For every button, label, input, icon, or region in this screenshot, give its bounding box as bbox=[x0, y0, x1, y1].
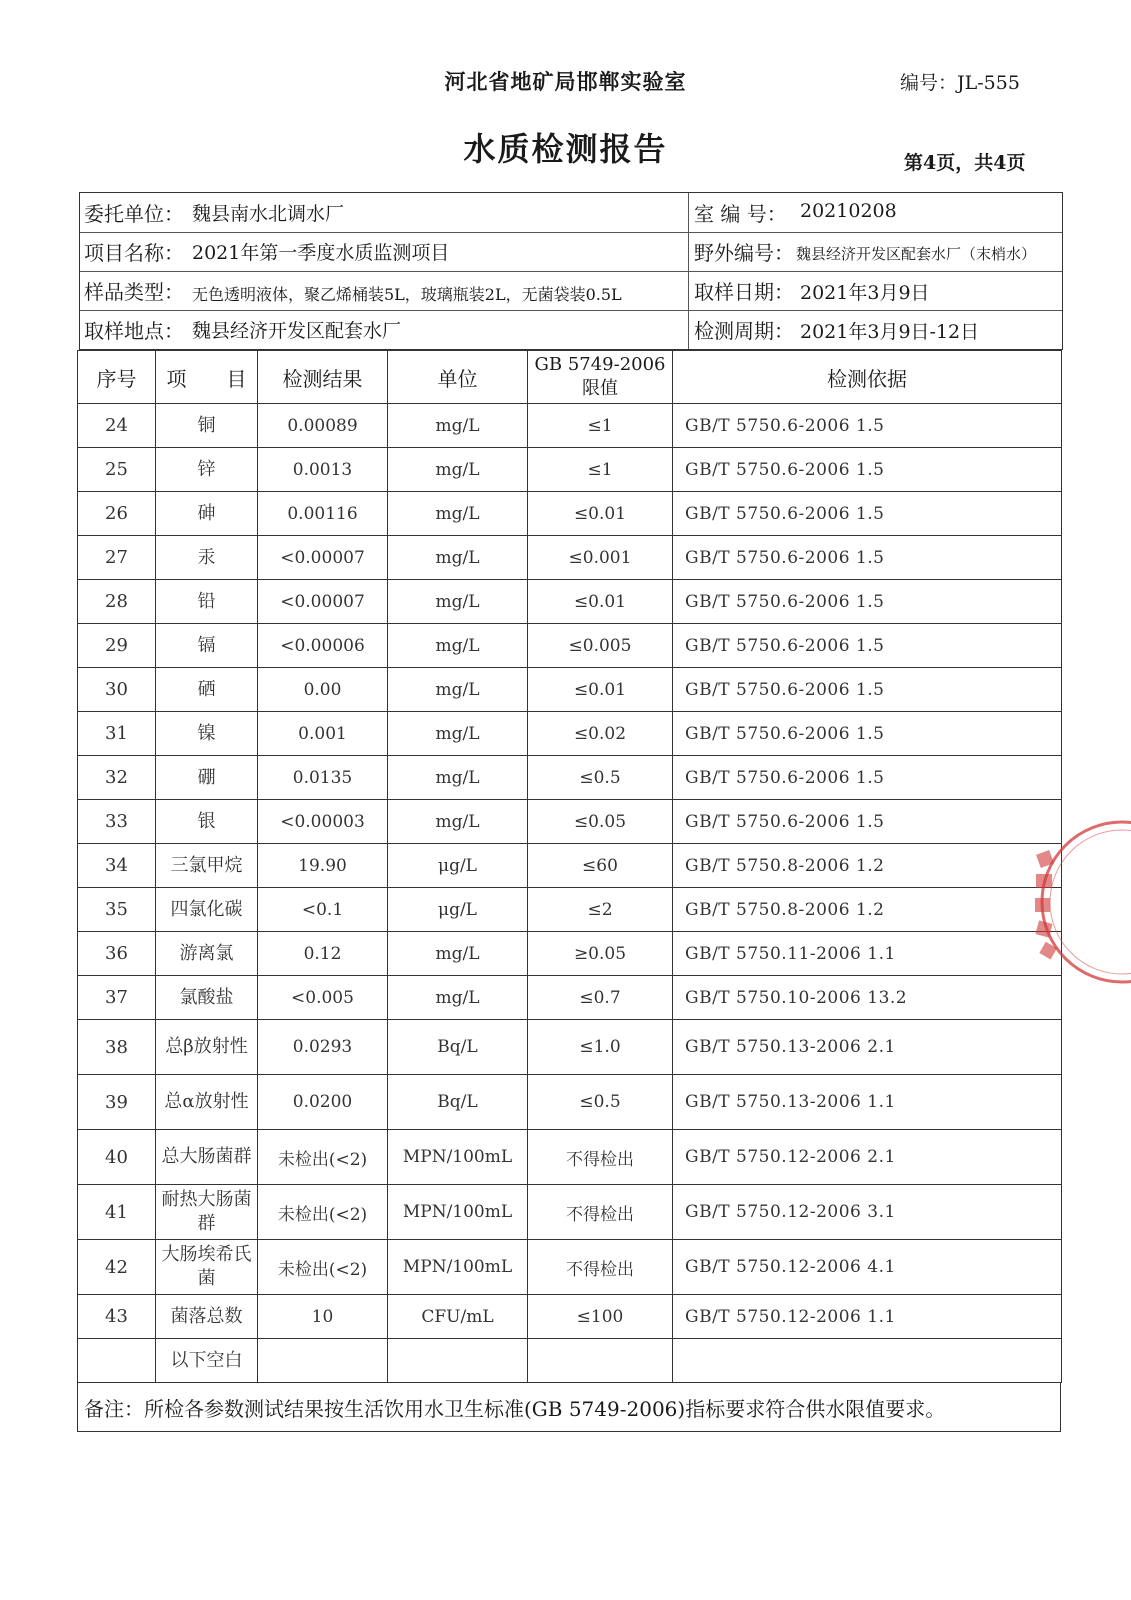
remark-box bbox=[77, 1383, 1061, 1432]
basis-cell: GB/T 5750.12-2006 2.1 bbox=[673, 1130, 1062, 1185]
unit-cell: MPN/100mL bbox=[388, 1185, 528, 1240]
limit-cell: ≤0.7 bbox=[528, 976, 673, 1020]
table-row bbox=[78, 800, 1062, 844]
divider bbox=[688, 310, 689, 349]
result-cell: <0.1 bbox=[258, 888, 388, 932]
seq-cell: 29 bbox=[78, 624, 156, 668]
sample-info-box bbox=[79, 192, 1063, 350]
basis-cell: GB/T 5750.12-2006 3.1 bbox=[673, 1185, 1062, 1240]
table-row bbox=[78, 756, 1062, 800]
limit-cell: 不得检出 bbox=[528, 1130, 673, 1185]
item-cell: 四氯化碳 bbox=[156, 888, 258, 932]
seq-cell: 32 bbox=[78, 756, 156, 800]
item-cell: 耐热大肠菌群 bbox=[156, 1185, 258, 1240]
basis-cell: GB/T 5750.6-2006 1.5 bbox=[673, 492, 1062, 536]
limit-cell: ≤0.01 bbox=[528, 580, 673, 624]
unit-cell: mg/L bbox=[388, 624, 528, 668]
item-cell: 砷 bbox=[156, 492, 258, 536]
divider bbox=[688, 193, 689, 232]
empty-cell bbox=[528, 1339, 673, 1383]
table-row bbox=[78, 844, 1062, 888]
seq-cell: 26 bbox=[78, 492, 156, 536]
result-cell: 0.0013 bbox=[258, 448, 388, 492]
limit-cell: 不得检出 bbox=[528, 1240, 673, 1295]
limit-cell: 不得检出 bbox=[528, 1185, 673, 1240]
header-item: 项 目 bbox=[156, 351, 258, 404]
project-label: 项目名称： bbox=[84, 241, 184, 265]
table-row bbox=[78, 1130, 1062, 1185]
table-row bbox=[78, 1295, 1062, 1339]
divider bbox=[688, 232, 689, 271]
organization-name: 河北省地矿局邯郸实验室 bbox=[444, 69, 687, 94]
seq-cell: 43 bbox=[78, 1295, 156, 1339]
lab-no-value: 20210208 bbox=[800, 200, 897, 222]
header-result: 检测结果 bbox=[258, 351, 388, 404]
result-cell: <0.00006 bbox=[258, 624, 388, 668]
unit-cell: mg/L bbox=[388, 492, 528, 536]
empty-cell bbox=[673, 1339, 1062, 1383]
empty-cell bbox=[388, 1339, 528, 1383]
table-row-blank bbox=[78, 1339, 1062, 1383]
item-cell: 铜 bbox=[156, 404, 258, 448]
table-row bbox=[78, 1185, 1062, 1240]
basis-cell: GB/T 5750.11-2006 1.1 bbox=[673, 932, 1062, 976]
result-cell: 0.0135 bbox=[258, 756, 388, 800]
table-row bbox=[78, 536, 1062, 580]
item-cell: 硒 bbox=[156, 668, 258, 712]
seq-cell: 28 bbox=[78, 580, 156, 624]
item-cell: 大肠埃希氏菌 bbox=[156, 1240, 258, 1295]
basis-cell: GB/T 5750.8-2006 1.2 bbox=[673, 888, 1062, 932]
unit-cell: mg/L bbox=[388, 580, 528, 624]
header-seq: 序号 bbox=[78, 351, 156, 404]
seq-cell: 41 bbox=[78, 1185, 156, 1240]
item-cell: 镍 bbox=[156, 712, 258, 756]
item-cell: 铅 bbox=[156, 580, 258, 624]
result-cell: <0.00007 bbox=[258, 580, 388, 624]
field-no-label: 野外编号： bbox=[694, 241, 794, 265]
result-cell: 未检出(<2) bbox=[258, 1185, 388, 1240]
header-basis: 检测依据 bbox=[673, 351, 1062, 404]
blank-note: 以下空白 bbox=[156, 1339, 258, 1383]
site-label: 取样地点： bbox=[84, 319, 184, 343]
basis-cell: GB/T 5750.6-2006 1.5 bbox=[673, 624, 1062, 668]
empty-cell bbox=[78, 1339, 156, 1383]
page-info: 第4页，共4页 bbox=[904, 152, 1026, 174]
field-no-value: 魏县经济开发区配套水厂（末梢水） bbox=[796, 245, 1037, 263]
header-limit-label: 限值 bbox=[582, 378, 618, 399]
unit-cell: Bq/L bbox=[388, 1075, 528, 1130]
seq-cell: 31 bbox=[78, 712, 156, 756]
table-row bbox=[78, 932, 1062, 976]
seq-cell: 24 bbox=[78, 404, 156, 448]
result-cell: 10 bbox=[258, 1295, 388, 1339]
item-cell: 总β放射性 bbox=[156, 1020, 258, 1075]
seq-cell: 38 bbox=[78, 1020, 156, 1075]
seq-cell: 37 bbox=[78, 976, 156, 1020]
seq-cell: 33 bbox=[78, 800, 156, 844]
unit-cell: mg/L bbox=[388, 404, 528, 448]
seq-cell: 25 bbox=[78, 448, 156, 492]
table-row bbox=[78, 712, 1062, 756]
seq-cell: 34 bbox=[78, 844, 156, 888]
unit-cell: mg/L bbox=[388, 976, 528, 1020]
table-row bbox=[78, 668, 1062, 712]
limit-cell: ≤1 bbox=[528, 404, 673, 448]
result-cell: 0.12 bbox=[258, 932, 388, 976]
info-row-sample-type bbox=[80, 271, 1062, 311]
limit-cell: ≤2 bbox=[528, 888, 673, 932]
item-cell: 镉 bbox=[156, 624, 258, 668]
item-cell: 氯酸盐 bbox=[156, 976, 258, 1020]
client-value: 魏县南水北调水厂 bbox=[192, 203, 345, 225]
client-label: 委托单位： bbox=[84, 202, 184, 226]
sample-type-label: 样品类型： bbox=[84, 280, 184, 304]
table-row bbox=[78, 1240, 1062, 1295]
empty-cell bbox=[258, 1339, 388, 1383]
table-row bbox=[78, 492, 1062, 536]
result-cell: 0.001 bbox=[258, 712, 388, 756]
result-cell: 0.00116 bbox=[258, 492, 388, 536]
period-label: 检测周期： bbox=[694, 319, 794, 343]
result-cell: 0.0293 bbox=[258, 1020, 388, 1075]
limit-cell: ≤0.05 bbox=[528, 800, 673, 844]
result-cell: <0.00007 bbox=[258, 536, 388, 580]
info-row-project bbox=[80, 232, 1062, 272]
document-number: 编号：JL-555 bbox=[900, 72, 1020, 94]
result-cell: 0.00 bbox=[258, 668, 388, 712]
lab-no-label: 室 编 号： bbox=[694, 202, 787, 226]
item-cell: 总大肠菌群 bbox=[156, 1130, 258, 1185]
seq-cell: 40 bbox=[78, 1130, 156, 1185]
basis-cell: GB/T 5750.6-2006 1.5 bbox=[673, 536, 1062, 580]
seq-cell: 27 bbox=[78, 536, 156, 580]
unit-cell: mg/L bbox=[388, 668, 528, 712]
seq-cell: 35 bbox=[78, 888, 156, 932]
result-cell: 0.00089 bbox=[258, 404, 388, 448]
unit-cell: Bq/L bbox=[388, 1020, 528, 1075]
unit-cell: CFU/mL bbox=[388, 1295, 528, 1339]
info-row-client bbox=[80, 193, 1062, 233]
item-cell: 游离氯 bbox=[156, 932, 258, 976]
info-row-site bbox=[80, 310, 1062, 349]
limit-cell: ≤0.001 bbox=[528, 536, 673, 580]
official-seal-stamp bbox=[1032, 812, 1131, 992]
limit-cell: ≤0.02 bbox=[528, 712, 673, 756]
basis-cell: GB/T 5750.6-2006 1.5 bbox=[673, 756, 1062, 800]
basis-cell: GB/T 5750.12-2006 1.1 bbox=[673, 1295, 1062, 1339]
project-value: 2021年第一季度水质监测项目 bbox=[192, 242, 450, 264]
basis-cell: GB/T 5750.6-2006 1.5 bbox=[673, 668, 1062, 712]
basis-cell: GB/T 5750.12-2006 4.1 bbox=[673, 1240, 1062, 1295]
result-cell: 19.90 bbox=[258, 844, 388, 888]
seal-ring bbox=[1042, 822, 1131, 982]
basis-cell: GB/T 5750.6-2006 1.5 bbox=[673, 448, 1062, 492]
unit-cell: μg/L bbox=[388, 888, 528, 932]
basis-cell: GB/T 5750.6-2006 1.5 bbox=[673, 800, 1062, 844]
result-cell: 未检出(<2) bbox=[258, 1130, 388, 1185]
limit-cell: ≤0.5 bbox=[528, 1075, 673, 1130]
item-cell: 硼 bbox=[156, 756, 258, 800]
unit-cell: mg/L bbox=[388, 932, 528, 976]
seq-cell: 39 bbox=[78, 1075, 156, 1130]
basis-cell: GB/T 5750.6-2006 1.5 bbox=[673, 580, 1062, 624]
item-cell: 总α放射性 bbox=[156, 1075, 258, 1130]
basis-cell: GB/T 5750.13-2006 1.1 bbox=[673, 1075, 1062, 1130]
unit-cell: mg/L bbox=[388, 448, 528, 492]
result-cell: <0.00003 bbox=[258, 800, 388, 844]
seq-cell: 42 bbox=[78, 1240, 156, 1295]
seq-cell: 30 bbox=[78, 668, 156, 712]
table-body bbox=[78, 404, 1062, 1383]
header-limit bbox=[528, 351, 673, 404]
item-cell: 银 bbox=[156, 800, 258, 844]
basis-cell: GB/T 5750.8-2006 1.2 bbox=[673, 844, 1062, 888]
table-row bbox=[78, 404, 1062, 448]
unit-cell: mg/L bbox=[388, 712, 528, 756]
period-value: 2021年3月9日-12日 bbox=[800, 321, 980, 343]
seq-cell: 36 bbox=[78, 932, 156, 976]
header-unit: 单位 bbox=[388, 351, 528, 404]
sample-date-value: 2021年3月9日 bbox=[800, 282, 930, 304]
table-row bbox=[78, 1075, 1062, 1130]
limit-cell: ≤0.005 bbox=[528, 624, 673, 668]
table-row bbox=[78, 624, 1062, 668]
basis-cell: GB/T 5750.6-2006 1.5 bbox=[673, 712, 1062, 756]
limit-cell: ≤1.0 bbox=[528, 1020, 673, 1075]
basis-cell: GB/T 5750.13-2006 2.1 bbox=[673, 1020, 1062, 1075]
result-cell: 0.0200 bbox=[258, 1075, 388, 1130]
limit-cell: ≤0.5 bbox=[528, 756, 673, 800]
unit-cell: mg/L bbox=[388, 800, 528, 844]
site-value: 魏县经济开发区配套水厂 bbox=[192, 320, 402, 342]
item-cell: 汞 bbox=[156, 536, 258, 580]
limit-cell: ≤1 bbox=[528, 448, 673, 492]
unit-cell: mg/L bbox=[388, 756, 528, 800]
limit-cell: ≤0.01 bbox=[528, 492, 673, 536]
item-cell: 菌落总数 bbox=[156, 1295, 258, 1339]
table-row bbox=[78, 976, 1062, 1020]
header-limit-standard: GB 5749-2006 bbox=[534, 354, 666, 375]
table-row bbox=[78, 580, 1062, 624]
seal-inner-ring bbox=[1050, 830, 1131, 974]
report-title: 水质检测报告 bbox=[463, 130, 668, 168]
item-cell: 锌 bbox=[156, 448, 258, 492]
result-cell: 未检出(<2) bbox=[258, 1240, 388, 1295]
table-row bbox=[78, 448, 1062, 492]
table-row bbox=[78, 888, 1062, 932]
limit-cell: ≤60 bbox=[528, 844, 673, 888]
sample-type-value: 无色透明液体，聚乙烯桶装5L，玻璃瓶装2L，无菌袋装0.5L bbox=[192, 285, 622, 304]
basis-cell: GB/T 5750.6-2006 1.5 bbox=[673, 404, 1062, 448]
sample-date-label: 取样日期： bbox=[694, 280, 794, 304]
basis-cell: GB/T 5750.10-2006 13.2 bbox=[673, 976, 1062, 1020]
item-cell: 三氯甲烷 bbox=[156, 844, 258, 888]
limit-cell: ≥0.05 bbox=[528, 932, 673, 976]
unit-cell: mg/L bbox=[388, 536, 528, 580]
table-row bbox=[78, 1020, 1062, 1075]
result-cell: <0.005 bbox=[258, 976, 388, 1020]
unit-cell: MPN/100mL bbox=[388, 1240, 528, 1295]
unit-cell: MPN/100mL bbox=[388, 1130, 528, 1185]
remark-text: 备注：所检各参数测试结果按生活饮用水卫生标准(GB 5749-2006)指标要求符合供水限值要求。 bbox=[84, 1397, 946, 1421]
results-table bbox=[77, 350, 1062, 1383]
unit-cell: μg/L bbox=[388, 844, 528, 888]
divider bbox=[688, 271, 689, 310]
limit-cell: ≤0.01 bbox=[528, 668, 673, 712]
limit-cell: ≤100 bbox=[528, 1295, 673, 1339]
